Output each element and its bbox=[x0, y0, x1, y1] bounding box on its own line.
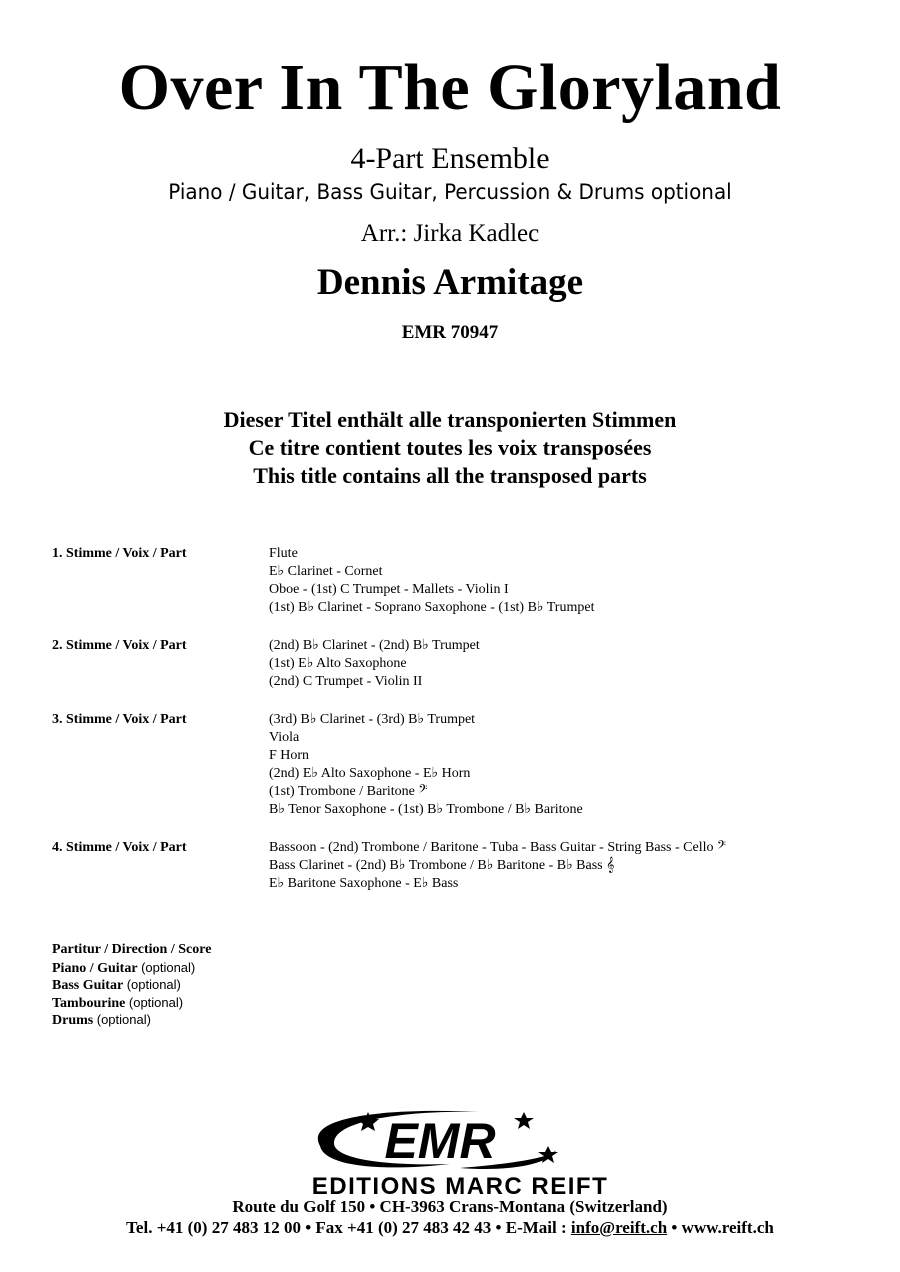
part-line: Bassoon - (2nd) Trombone / Baritone - Tuba - Bass Guitar - String Bass - Cello 𝄢 bbox=[269, 840, 726, 855]
website: • www.reift.ch bbox=[667, 1218, 774, 1237]
piano-guitar-label: Piano / Guitar bbox=[52, 960, 138, 976]
instrumentation: Piano / Guitar, Bass Guitar, Percussion & Drums optional bbox=[168, 180, 732, 204]
notice-french: Ce titre contient toutes les voix transposées bbox=[248, 435, 652, 460]
publisher-address: Route du Golf 150 • CH-3963 Crans-Montana (Switzerland) bbox=[232, 1197, 668, 1216]
composer: Dennis Armitage bbox=[316, 262, 584, 303]
part-line: Oboe - (1st) C Trumpet - Mallets - Violin I bbox=[269, 582, 509, 597]
optional-label: (optional) bbox=[141, 959, 196, 975]
notice-english: This title contains all the transposed parts bbox=[253, 463, 647, 488]
part-label: 2. Stimme / Voix / Part bbox=[52, 638, 187, 653]
logo-emr-text: EMR bbox=[384, 1113, 496, 1169]
notice-german: Dieser Titel enthält alle transponierten Stimmen bbox=[223, 407, 677, 432]
part-line: E♭ Clarinet - Cornet bbox=[269, 564, 383, 579]
catalog-number: EMR 70947 bbox=[401, 322, 499, 343]
tambourine-label: Tambourine bbox=[52, 995, 126, 1011]
part-line: F Horn bbox=[269, 748, 310, 763]
part-4 bbox=[52, 839, 872, 893]
publisher-name: EDITIONS MARC REIFT bbox=[311, 1173, 609, 1200]
optional-label: (optional) bbox=[96, 1012, 151, 1027]
part-3 bbox=[52, 711, 872, 819]
subtitle: 4-Part Ensemble bbox=[350, 142, 550, 175]
part-label: 1. Stimme / Voix / Part bbox=[52, 546, 187, 561]
email-link[interactable]: info@reift.ch bbox=[570, 1218, 668, 1237]
arranger: Arr.: Jirka Kadlec bbox=[360, 220, 540, 247]
part-line: (1st) B♭ Clarinet - Soprano Saxophone - (1st) B♭ Trumpet bbox=[269, 600, 595, 615]
publisher-contact bbox=[0, 1217, 900, 1239]
part-line: Flute bbox=[269, 546, 298, 561]
part-line: (3rd) B♭ Clarinet - (3rd) B♭ Trumpet bbox=[269, 712, 476, 727]
part-line: (1st) E♭ Alto Saxophone bbox=[269, 656, 407, 671]
part-line: (2nd) C Trumpet - Violin II bbox=[269, 674, 423, 689]
bass-guitar-label: Bass Guitar bbox=[52, 978, 124, 993]
part-line: B♭ Tenor Saxophone - (1st) B♭ Trombone / B♭ Baritone bbox=[269, 802, 583, 817]
phone-fax: Tel. +41 (0) 27 483 12 00 • Fax +41 (0) 27 483 42 43 • E-Mail : bbox=[126, 1218, 571, 1237]
part-2 bbox=[52, 637, 872, 691]
parts-list bbox=[52, 545, 872, 913]
part-line: E♭ Baritone Saxophone - E♭ Bass bbox=[269, 876, 459, 891]
score-label: Partitur / Direction / Score bbox=[52, 942, 212, 957]
part-line: (2nd) B♭ Clarinet - (2nd) B♭ Trumpet bbox=[269, 638, 480, 653]
optional-label: (optional) bbox=[128, 994, 184, 1010]
part-label: 3. Stimme / Voix / Part bbox=[52, 712, 187, 727]
part-1 bbox=[52, 545, 872, 617]
transposition-notice bbox=[0, 406, 900, 490]
emr-logo bbox=[250, 1104, 670, 1200]
part-label: 4. Stimme / Voix / Part bbox=[52, 840, 187, 855]
part-line: (2nd) E♭ Alto Saxophone - E♭ Horn bbox=[269, 766, 471, 781]
title: Over In The Gloryland bbox=[118, 51, 782, 124]
part-line: Bass Clarinet - (2nd) B♭ Trombone / B♭ Baritone - B♭ Bass 𝄞 bbox=[269, 858, 615, 873]
part-line: (1st) Trombone / Baritone 𝄢 bbox=[269, 784, 428, 799]
optional-label: (optional) bbox=[126, 977, 181, 992]
part-line: Viola bbox=[269, 730, 300, 745]
drums-label: Drums bbox=[52, 1013, 94, 1028]
extra-parts-list bbox=[52, 941, 452, 1029]
